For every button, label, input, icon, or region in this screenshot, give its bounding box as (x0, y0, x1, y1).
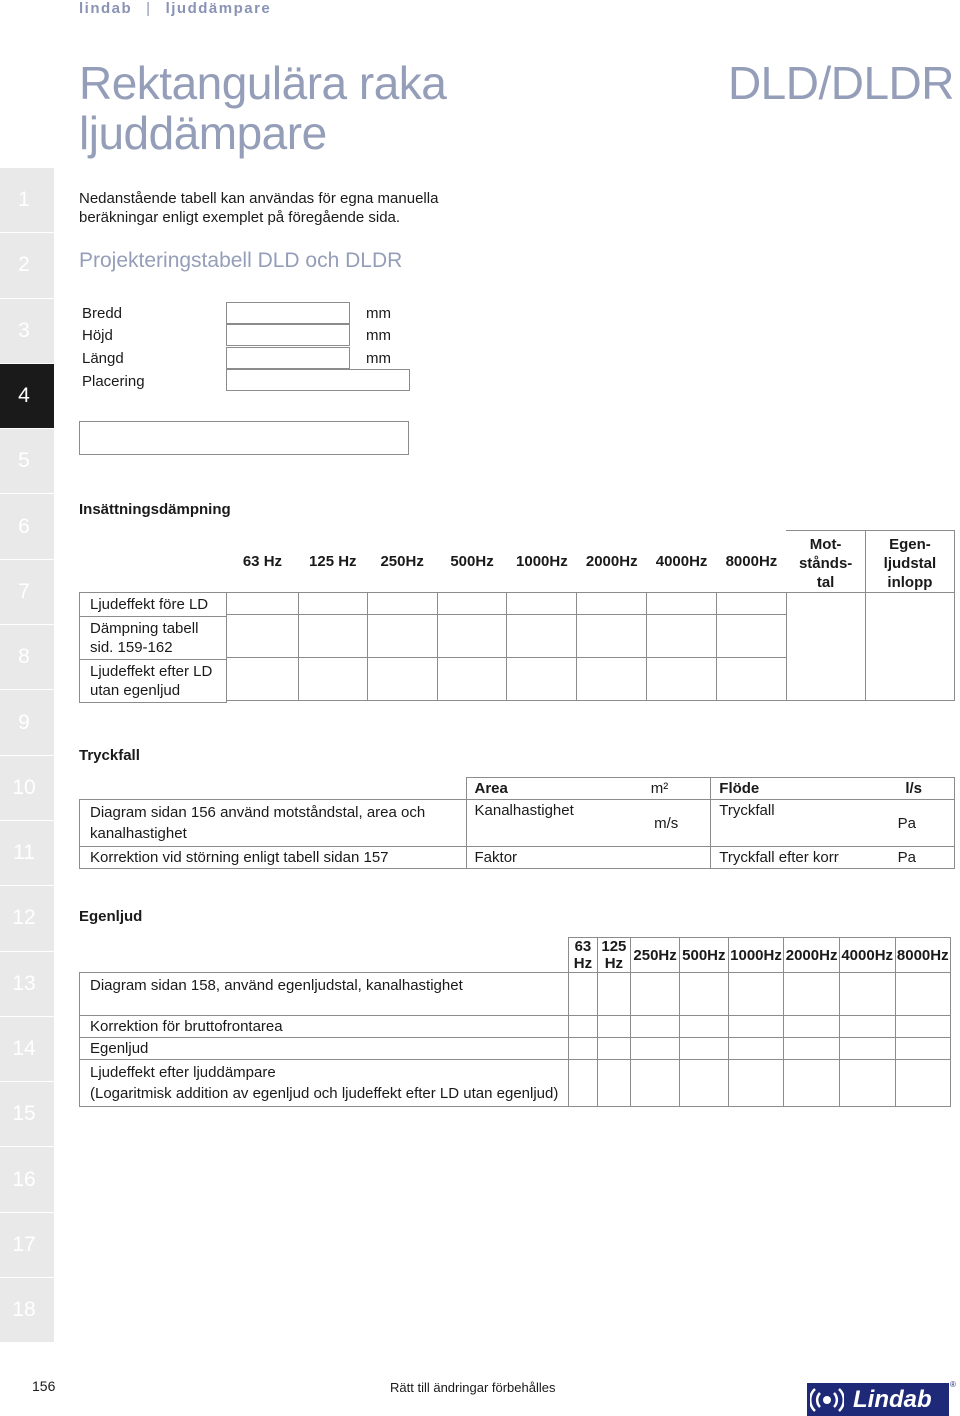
header-4000hz: 4000Hz (655, 552, 708, 570)
chapter-tab-16[interactable]: 16 (0, 1147, 54, 1212)
se-header-63hz: 63 Hz (569, 938, 597, 973)
field-label-bredd: Bredd (82, 305, 123, 322)
field-langd-input[interactable] (226, 347, 350, 369)
drop-label: Tryckfall (719, 802, 775, 819)
registered-mark: ® (950, 1380, 956, 1389)
row-label-diagram-156: Diagram sidan 156 använd motståndstal, area och kanalhastighet (80, 800, 467, 847)
header-motstandstal-text: Mot- stånds- tal (798, 535, 853, 591)
field-bredd-input[interactable] (226, 302, 350, 324)
chapter-tab-1[interactable]: 1 (0, 168, 54, 233)
chapter-tab-3[interactable]: 3 (0, 299, 54, 364)
field-unit-langd: mm (366, 350, 391, 367)
field-unit-hojd: mm (366, 327, 391, 344)
note-field[interactable] (79, 421, 409, 455)
selfnoise-table (79, 937, 951, 1107)
header-63hz: 63 Hz (242, 552, 283, 570)
field-hojd-input[interactable] (226, 324, 350, 346)
header-egenljudstal-text: Egen- ljudstal inlopp (883, 535, 937, 591)
se-header-1000hz: 1000Hz (728, 938, 784, 973)
header-motstandstal (786, 531, 865, 593)
chapter-tab-5[interactable]: 5 (0, 429, 54, 494)
insertion-table (226, 530, 955, 701)
page-number: 156 (32, 1378, 56, 1394)
header-125hz: 125 Hz (309, 552, 357, 570)
header-2000hz: 2000Hz (585, 552, 638, 570)
factor-label: Faktor (474, 849, 518, 866)
se-row-label-ljudeffekt (80, 1060, 569, 1107)
se-row-label-korrektion: Korrektion för bruttofrontarea (80, 1016, 569, 1038)
field-label-hojd: Höjd (82, 327, 113, 344)
header-brand: lindab (79, 0, 133, 17)
area-cell[interactable] (466, 778, 711, 800)
section-title-insertion: Insättningsdämpning (79, 501, 231, 518)
area-label: Area (474, 780, 508, 797)
section-title-pressure: Tryckfall (79, 747, 140, 764)
drop-corr-unit: Pa (897, 849, 916, 866)
se-row-label-diagram: Diagram sidan 158, använd egenljudstal, kanalhastighet (80, 973, 569, 1016)
velocity-cell[interactable] (466, 800, 711, 847)
pressure-table (79, 777, 955, 869)
chapter-tab-7[interactable]: 7 (0, 560, 54, 625)
chapter-tab-8[interactable]: 8 (0, 625, 54, 690)
se-header-125hz: 125 Hz (597, 938, 631, 973)
se-header-8000hz: 8000Hz (895, 938, 951, 973)
drop-unit: Pa (897, 815, 916, 832)
lindab-logo (807, 1383, 949, 1416)
header-section: ljuddämpare (165, 0, 272, 17)
insertion-row-labels (79, 592, 227, 703)
chapter-tab-11[interactable]: 11 (0, 821, 54, 886)
velocity-unit: m/s (654, 815, 679, 832)
row-label-ljudeffekt-fore: Ljudeffekt före LD (80, 593, 227, 617)
se-header-2000hz: 2000Hz (784, 938, 840, 973)
drop-corr-cell[interactable] (711, 847, 955, 869)
chapter-tab-12[interactable]: 12 (0, 886, 54, 951)
page-title: Rektangulära raka ljuddämpare (79, 57, 447, 159)
chapter-tab-18[interactable]: 18 (0, 1278, 54, 1343)
chapter-tab-13[interactable]: 13 (0, 952, 54, 1017)
row-label-dampning: Dämpning tabell sid. 159-162 (80, 617, 227, 660)
chapter-tab-15[interactable]: 15 (0, 1082, 54, 1147)
header-250hz: 250Hz (380, 552, 424, 570)
logo-text: Lindab (853, 1385, 932, 1413)
se-header-4000hz: 4000Hz (839, 938, 895, 973)
chapter-tab-2[interactable]: 2 (0, 233, 54, 298)
chapter-tab-9[interactable]: 9 (0, 690, 54, 755)
chapter-tab-17[interactable]: 17 (0, 1213, 54, 1278)
chapter-tabs (0, 168, 54, 1343)
row-label-korrektion: Korrektion vid störning enligt tabell sidan 157 (80, 847, 467, 869)
product-code: DLD/DLDR (727, 57, 954, 109)
se-row-logaritmisk-text: (Logaritmisk addition av egenljud och ljudeffekt efter LD utan egenljud) (90, 1085, 559, 1102)
drop-cell[interactable] (711, 800, 955, 847)
header-separator: | (146, 0, 152, 17)
section-title-selfnoise: Egenljud (79, 908, 143, 925)
logo-mark-icon (807, 1383, 847, 1416)
flow-label: Flöde (719, 780, 760, 797)
se-header-250hz: 250Hz (631, 938, 680, 973)
chapter-tab-4[interactable]: 4 (0, 364, 54, 429)
chapter-tab-6[interactable]: 6 (0, 494, 54, 559)
velocity-label: Kanalhastighet (474, 802, 574, 819)
running-header (79, 0, 271, 17)
chapter-tab-14[interactable]: 14 (0, 1017, 54, 1082)
se-header-500hz: 500Hz (679, 938, 728, 973)
header-8000hz: 8000Hz (725, 552, 778, 570)
se-row-label-egenljud: Egenljud (80, 1038, 569, 1060)
se-row-ljudeffekt-text: Ljudeffekt efter ljuddämpare (90, 1064, 276, 1081)
factor-cell[interactable] (466, 847, 711, 869)
field-label-langd: Längd (82, 350, 124, 367)
intro-text: Nedanstående tabell kan användas för egna manuella beräkningar enligt exemplet på föregående sida. (79, 190, 439, 226)
table-subtitle: Projekteringstabell DLD och DLDR (79, 249, 403, 272)
row-label-ljudeffekt-efter: Ljudeffekt efter LD utan egenljud (80, 660, 227, 703)
flow-cell[interactable] (711, 778, 955, 800)
logo-waves-icon (810, 1385, 844, 1415)
field-placering-input[interactable] (226, 369, 410, 391)
footer-note: Rätt till ändringar förbehålles (390, 1380, 556, 1395)
flow-unit: l/s (905, 780, 922, 797)
header-egenljudstal (865, 531, 954, 593)
area-unit: m² (650, 780, 669, 797)
drop-corr-label: Tryckfall efter korr (719, 849, 839, 866)
header-1000hz: 1000Hz (516, 552, 568, 570)
field-unit-bredd: mm (366, 305, 391, 322)
field-label-placering: Placering (82, 373, 145, 390)
chapter-tab-10[interactable]: 10 (0, 756, 54, 821)
header-500hz: 500Hz (450, 552, 494, 570)
